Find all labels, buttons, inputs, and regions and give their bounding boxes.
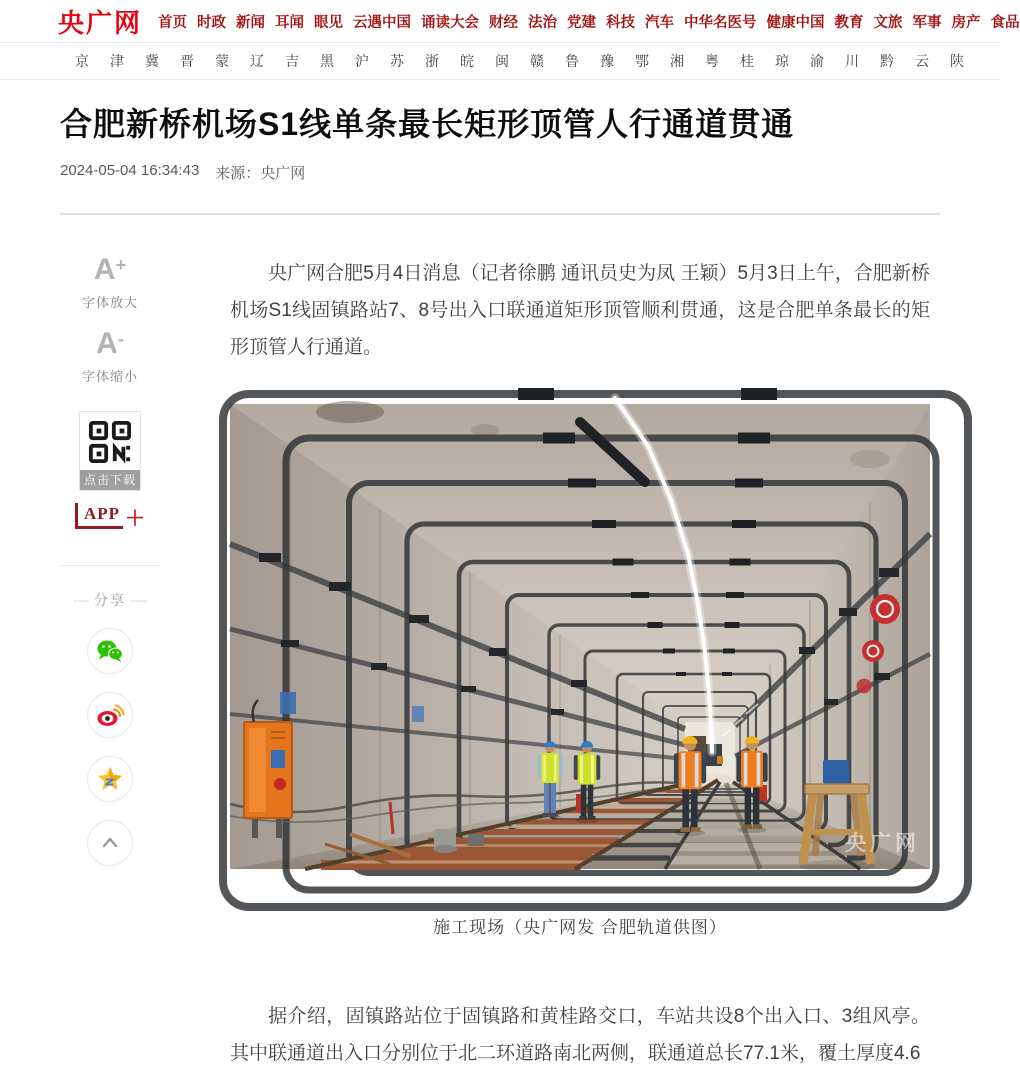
font-increase-button[interactable] [82, 255, 138, 311]
nav-link[interactable]: 教育 [834, 14, 864, 31]
province-link[interactable]: 鲁 [565, 53, 579, 69]
share-section-label: -— 分享 -— [73, 592, 147, 608]
article-source: 来源：央广网 [215, 165, 306, 182]
nav-link[interactable]: 食品 [990, 14, 1020, 31]
article-body [230, 243, 930, 1072]
nav-link[interactable]: 军事 [912, 14, 942, 31]
nav-link[interactable]: 云遇中国 [353, 14, 412, 31]
province-link[interactable]: 蒙 [215, 53, 229, 69]
province-link[interactable]: 京 [75, 53, 89, 69]
weibo-icon [96, 703, 124, 727]
app-qr-download[interactable] [79, 411, 141, 491]
province-link[interactable]: 晋 [180, 53, 194, 69]
province-link[interactable]: 赣 [530, 53, 544, 69]
nav-link[interactable]: 健康中国 [766, 14, 825, 31]
qr-download-label: 点击下载 [80, 470, 140, 490]
province-link[interactable]: 苏 [390, 53, 404, 69]
site-header [0, 0, 1020, 80]
nav-link[interactable]: 眼见 [314, 14, 344, 31]
page-title: 合肥新桥机场S1线单条最长矩形顶管人行通道贯通 [60, 106, 795, 142]
nav-link[interactable]: 中华名医号 [684, 14, 757, 31]
province-link[interactable]: 黑 [320, 53, 334, 69]
nav-link[interactable]: 法治 [528, 14, 558, 31]
nav-link[interactable]: 新闻 [236, 14, 266, 31]
province-link[interactable]: 豫 [600, 53, 614, 69]
province-link[interactable]: 冀 [145, 53, 159, 69]
province-link[interactable]: 津 [110, 53, 124, 69]
article-page [0, 104, 1000, 1072]
province-link[interactable]: 粤 [705, 53, 719, 69]
province-link[interactable]: 吉 [285, 53, 299, 69]
province-link[interactable]: 皖 [460, 53, 474, 69]
nav-link[interactable]: 诵读大会 [421, 14, 480, 31]
nav-link[interactable]: 党建 [567, 14, 597, 31]
nav-link[interactable]: 房产 [951, 14, 981, 31]
province-link[interactable]: 川 [845, 53, 859, 69]
nav-link[interactable]: 科技 [606, 14, 636, 31]
nav-link[interactable]: 汽车 [645, 14, 675, 31]
title-divider [60, 213, 940, 215]
image-caption: 施工现场（央广网发 合肥轨道供图） [433, 918, 727, 937]
province-nav [0, 43, 1000, 80]
article-paragraph-1: 央广网合肥5月4日消息（记者徐鹏 通讯员史为凤 王颖）5月3日上午，合肥新桥机场S1线固镇路站7、8号出入口联通道矩形顶管顺利贯通，这是合肥单条最长的矩形顶管人行通道。 [230, 263, 930, 358]
nav-link[interactable]: 财经 [489, 14, 519, 31]
province-link[interactable]: 琼 [775, 53, 789, 69]
province-link[interactable]: 黔 [880, 53, 894, 69]
share-qzone-button[interactable] [87, 756, 133, 802]
share-weibo-button[interactable] [87, 692, 133, 738]
province-link[interactable]: 闽 [495, 53, 509, 69]
province-link[interactable]: 渝 [810, 53, 824, 69]
wechat-icon [96, 639, 124, 663]
app-logo-plus: ＋ [125, 508, 146, 530]
province-link[interactable]: 云 [915, 53, 929, 69]
qr-code-icon [88, 420, 132, 464]
app-logo-bracket [75, 503, 123, 529]
province-link[interactable]: 陕 [950, 53, 964, 69]
tunnel-construction-illustration [230, 404, 930, 869]
chevron-up-icon [97, 830, 123, 856]
sidebar-divider [60, 565, 160, 566]
nav-link[interactable]: 文旅 [873, 14, 903, 31]
main-nav-row [0, 0, 1020, 43]
font-decrease-label: 字体缩小 [81, 369, 138, 384]
nav-link[interactable]: 耳闻 [275, 14, 305, 31]
nav-link[interactable]: 时政 [197, 14, 227, 31]
image-watermark: 央广网 [845, 832, 920, 855]
province-link[interactable]: 桂 [740, 53, 754, 69]
main-nav [158, 11, 1020, 32]
app-logo-text: APP [83, 504, 121, 523]
publish-time: 2024-05-04 16:34:43 [60, 162, 200, 179]
qzone-icon [97, 766, 123, 792]
article-meta [60, 162, 940, 183]
province-link[interactable]: 沪 [355, 53, 369, 69]
font-increase-label: 字体放大 [81, 295, 138, 310]
article-paragraph-2: 据介绍，固镇路站位于固镇路和黄桂路交口，车站共设8个出入口、3组风亭。其中联通道出入口分别位于北二环道路南北两侧，联通道总长77.1米，覆土厚度4.6 [230, 1006, 930, 1064]
font-decrease-glyph: A- [96, 327, 124, 360]
font-decrease-button[interactable] [82, 329, 138, 385]
app-download-logo[interactable] [75, 503, 145, 529]
share-wechat-button[interactable] [87, 628, 133, 674]
content-row [60, 243, 1000, 1072]
province-link[interactable]: 辽 [250, 53, 264, 69]
article-photo-tunnel [230, 404, 930, 869]
province-link[interactable]: 湘 [670, 53, 684, 69]
font-increase-glyph: A+ [93, 253, 127, 286]
nav-link[interactable]: 首页 [158, 14, 188, 31]
site-logo[interactable]: 央广网 [58, 7, 143, 38]
tools-sidebar [60, 243, 160, 1072]
province-link[interactable]: 浙 [425, 53, 439, 69]
province-link[interactable]: 鄂 [635, 53, 649, 69]
back-to-top-button[interactable] [87, 820, 133, 866]
